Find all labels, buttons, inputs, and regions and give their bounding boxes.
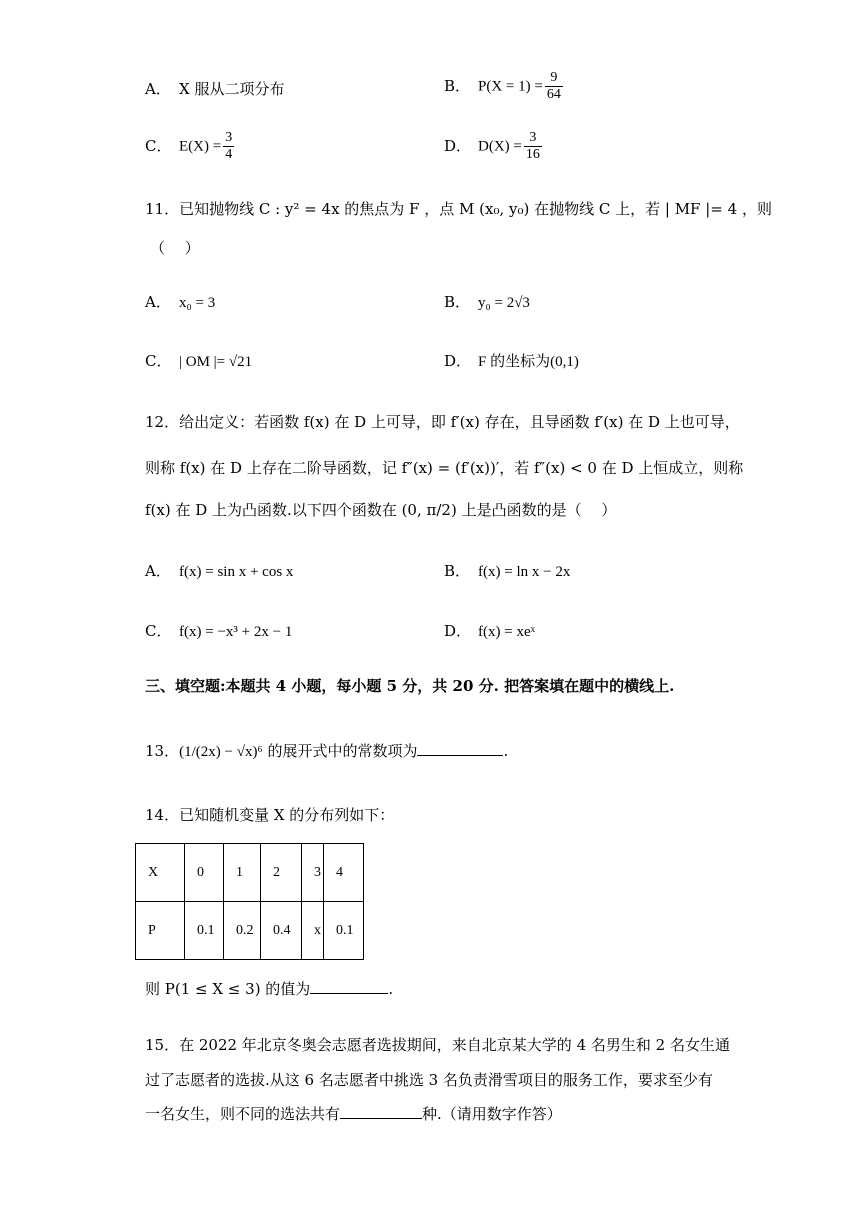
option-text: F 的坐标为(0,1) <box>478 354 579 370</box>
q10-option-d <box>444 130 544 163</box>
option-label: B． <box>444 293 471 311</box>
option-text: y₀ = 2√3 <box>478 295 530 311</box>
question-text: 给出定义：若函数 f(x) 在 D 上可导，即 f′(x) 存在，且导函数 f′(x) 在 D 上也可导， <box>179 413 740 431</box>
option-label: A． <box>145 80 171 98</box>
table-cell: P <box>136 902 185 960</box>
option-label: C． <box>145 622 172 640</box>
option-text: f(x) = sin x + cos x <box>179 564 294 580</box>
option-text: x₀ = 3 <box>179 295 216 311</box>
option-label: C． <box>145 136 172 155</box>
q12-option-c <box>145 620 292 641</box>
q12-line1 <box>145 411 740 432</box>
option-label: D． <box>444 136 472 155</box>
option-label: D． <box>444 352 472 370</box>
q12-option-d <box>444 620 535 641</box>
table-cell: 0.1 <box>324 902 364 960</box>
q15-line3 <box>145 1103 562 1124</box>
q11-stem <box>145 198 772 219</box>
option-text: f(x) = xeˣ <box>478 624 535 640</box>
option-lhs: E(X) = <box>179 138 222 155</box>
section-heading: 三、填空题:本题共 4 小题，每小题 5 分，共 20 分. 把答案填在题中的横线上. <box>145 677 675 695</box>
option-text: f(x) = ln x − 2x <box>478 564 571 580</box>
table-cell: X <box>136 844 185 902</box>
math-expression: (1/(2x) − √x)⁶ <box>179 744 263 760</box>
question-number: 15． <box>145 1036 180 1054</box>
numerator: 3 <box>223 130 234 147</box>
q14-stem <box>145 804 394 825</box>
question-text: 已知随机变量 X 的分布列如下： <box>179 806 395 824</box>
q11-option-a <box>145 291 215 312</box>
table-cell: 0.4 <box>261 902 302 960</box>
question-number: 14． <box>145 806 180 824</box>
q10-option-b <box>444 70 565 103</box>
q11-option-b <box>444 291 530 312</box>
question-text: 种.（请用数字作答） <box>422 1105 562 1123</box>
table-row <box>136 844 364 902</box>
question-text: 则 P(1 ≤ X ≤ 3) 的值为 <box>145 980 311 998</box>
fraction <box>545 70 563 103</box>
table-cell: 0 <box>185 844 224 902</box>
q11-option-d <box>444 350 579 371</box>
numerator: 3 <box>524 130 542 147</box>
q11-paren: （ ） <box>150 239 200 257</box>
table-cell: 2 <box>261 844 302 902</box>
denominator: 64 <box>546 87 561 103</box>
q14-after <box>145 978 393 999</box>
question-number: 11． <box>145 200 180 218</box>
denominator: 16 <box>525 147 540 163</box>
table-cell: 0.1 <box>185 902 224 960</box>
q15-line2: 过了志愿者的选拔.从这 6 名志愿者中挑选 3 名负责滑雪项目的服务工作，要求至少有 <box>145 1071 713 1089</box>
table-cell: 4 <box>324 844 364 902</box>
table-cell: 0.2 <box>224 902 261 960</box>
q10-option-c <box>145 130 236 163</box>
table-cell: 3 <box>302 844 324 902</box>
option-label: A． <box>145 562 171 580</box>
q11-option-c <box>145 350 252 371</box>
q12-line3: f(x) 在 D 上为凸函数.以下四个函数在 (0, π/2) 上是凸函数的是（ ） <box>145 501 617 519</box>
answer-blank[interactable] <box>417 741 503 756</box>
table-cell: 1 <box>224 844 261 902</box>
option-text: X 服从二项分布 <box>179 80 285 98</box>
fraction <box>223 130 234 163</box>
q13 <box>145 740 508 761</box>
q12-line2: 则称 f(x) 在 D 上存在二阶导函数，记 f″(x) = (f′(x))′，若 f″(x) < 0 在 D 上恒成立，则称 <box>145 459 744 477</box>
period: . <box>503 742 509 760</box>
denominator: 4 <box>225 147 233 163</box>
q12-option-a <box>145 560 293 581</box>
option-lhs: D(X) = <box>478 138 522 155</box>
table-row <box>136 902 364 960</box>
answer-blank[interactable] <box>310 979 388 994</box>
option-label: B． <box>444 562 471 580</box>
q10-option-a <box>145 78 284 99</box>
answer-blank[interactable] <box>340 1104 422 1119</box>
option-text: f(x) = −x³ + 2x − 1 <box>179 624 293 640</box>
q12-option-b <box>444 560 570 581</box>
distribution-table <box>135 843 364 960</box>
question-number: 13． <box>145 742 180 760</box>
question-text: 已知抛物线 C : y² = 4x 的焦点为 F ，点 M (x₀, y₀) 在抛物线 C 上，若 | MF |= 4 ，则 <box>179 200 772 218</box>
numerator: 9 <box>545 70 563 87</box>
fraction <box>524 130 542 163</box>
option-lhs: P(X = 1) = <box>478 78 543 95</box>
option-label: C． <box>145 352 172 370</box>
option-label: B． <box>444 76 471 95</box>
table-cell: x <box>302 902 324 960</box>
option-label: A． <box>145 293 171 311</box>
period: . <box>388 980 394 998</box>
q15-line1 <box>145 1034 730 1055</box>
question-text: 在 2022 年北京冬奥会志愿者选拔期间，来自北京某大学的 4 名男生和 2 名女生通 <box>179 1036 730 1054</box>
question-text: 的展开式中的常数项为 <box>267 742 418 760</box>
option-label: D． <box>444 622 472 640</box>
question-text: 一名女生，则不同的选法共有 <box>145 1105 341 1123</box>
question-number: 12． <box>145 413 180 431</box>
option-text: | OM |= √21 <box>179 354 253 370</box>
